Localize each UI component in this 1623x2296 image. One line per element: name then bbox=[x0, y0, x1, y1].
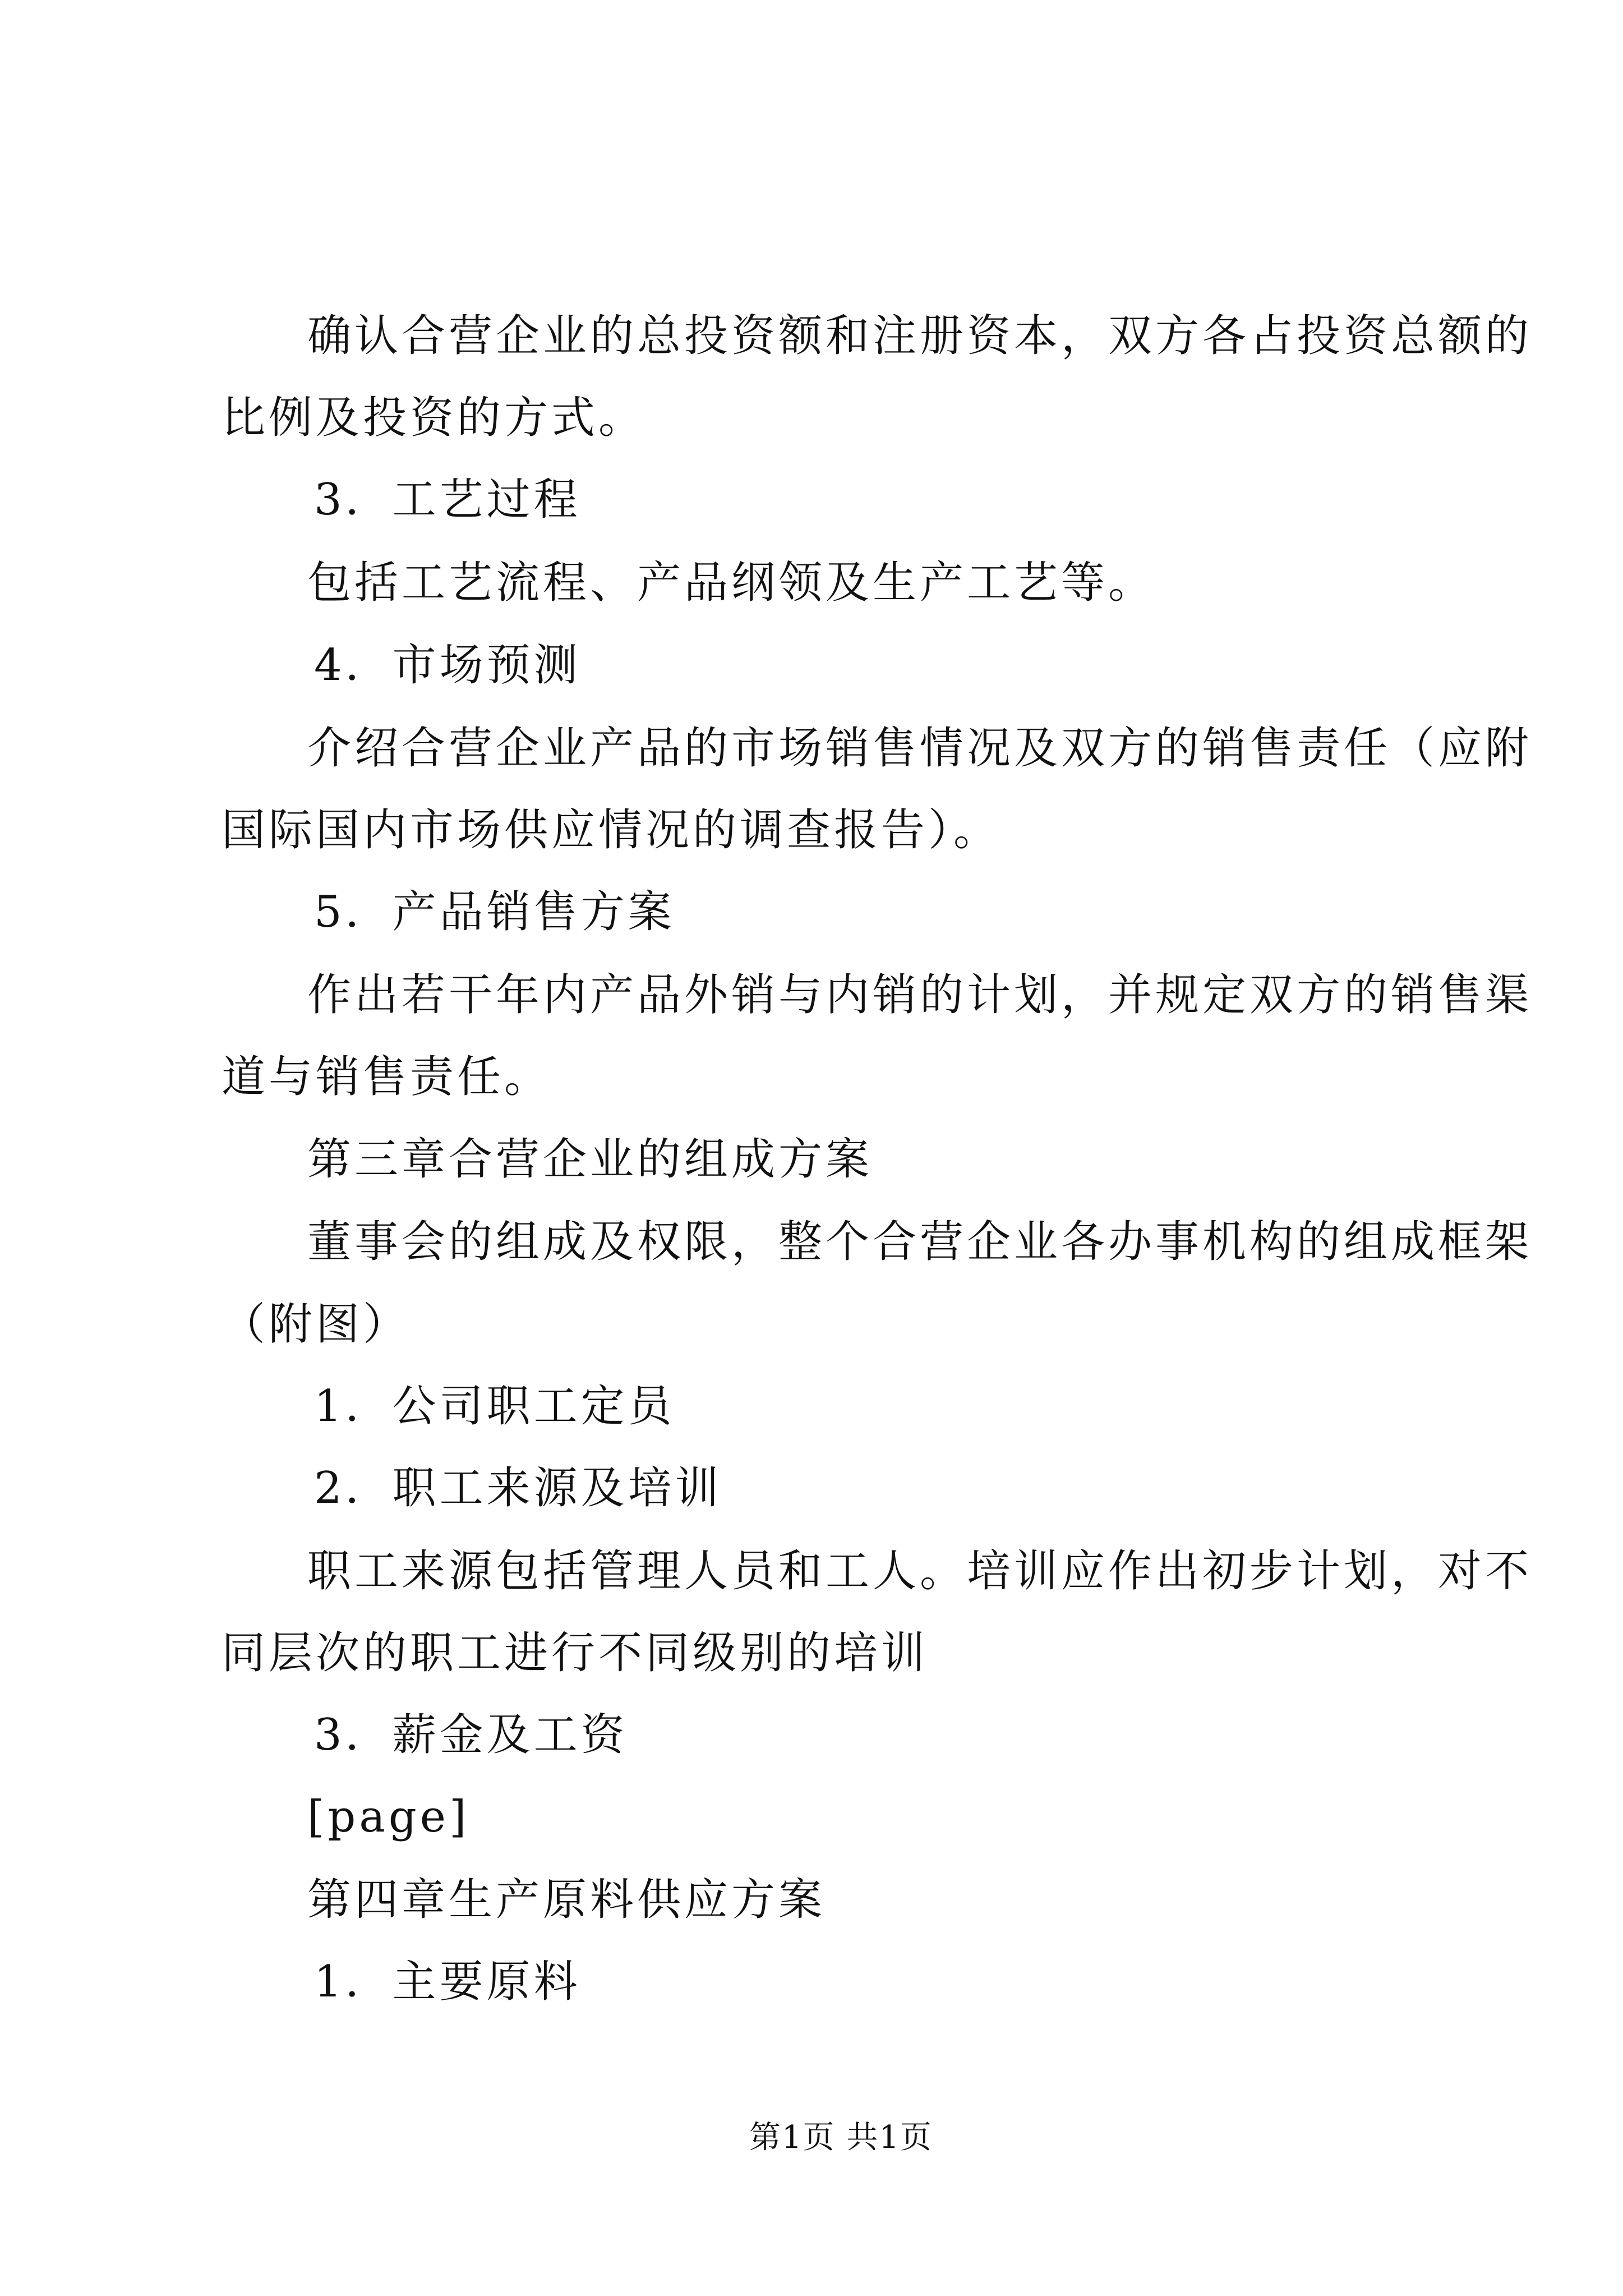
page-footer: 第1页 共1页 bbox=[749, 2119, 933, 2156]
paragraph-line: 职工来源包括管理人员和工人。培训应作出初步计划，对不 bbox=[307, 1546, 1533, 1596]
section-heading: 5．产品销售方案 bbox=[314, 887, 675, 937]
paragraph-line: 确认合营企业的总投资额和注册资本，双方各占投资总额的 bbox=[307, 311, 1533, 361]
paragraph-line: 介绍合营企业产品的市场销售情况及双方的销售责任（应附 bbox=[307, 723, 1533, 774]
paragraph-line: 作出若干年内产品外销与内销的计划，并规定双方的销售渠 bbox=[307, 970, 1533, 1020]
page-marker: [page] bbox=[307, 1792, 470, 1842]
chapter-heading: 第四章生产原料供应方案 bbox=[307, 1875, 826, 1925]
paragraph-line: 道与销售责任。 bbox=[222, 1052, 552, 1102]
section-heading: 2．职工来源及培训 bbox=[314, 1463, 722, 1513]
paragraph-line: 比例及投资的方式。 bbox=[222, 393, 646, 443]
paragraph-line: 国际国内市场供应情况的调查报告）。 bbox=[222, 805, 1001, 855]
section-heading: 3．薪金及工资 bbox=[314, 1710, 628, 1760]
section-heading: 4．市场预测 bbox=[314, 640, 581, 691]
section-heading: 1．主要原料 bbox=[314, 1957, 581, 2007]
paragraph-line: 同层次的职工进行不同级别的培训 bbox=[222, 1628, 929, 1678]
paragraph-line: 董事会的组成及权限，整个合营企业各办事机构的组成框架 bbox=[307, 1217, 1533, 1267]
paragraph-line: 包括工艺流程、产品纲领及生产工艺等。 bbox=[307, 558, 1156, 608]
chapter-heading: 第三章合营企业的组成方案 bbox=[307, 1134, 873, 1185]
section-heading: 3．工艺过程 bbox=[314, 475, 581, 525]
paragraph-line: （附图） bbox=[222, 1299, 411, 1350]
section-heading: 1．公司职工定员 bbox=[314, 1381, 675, 1432]
